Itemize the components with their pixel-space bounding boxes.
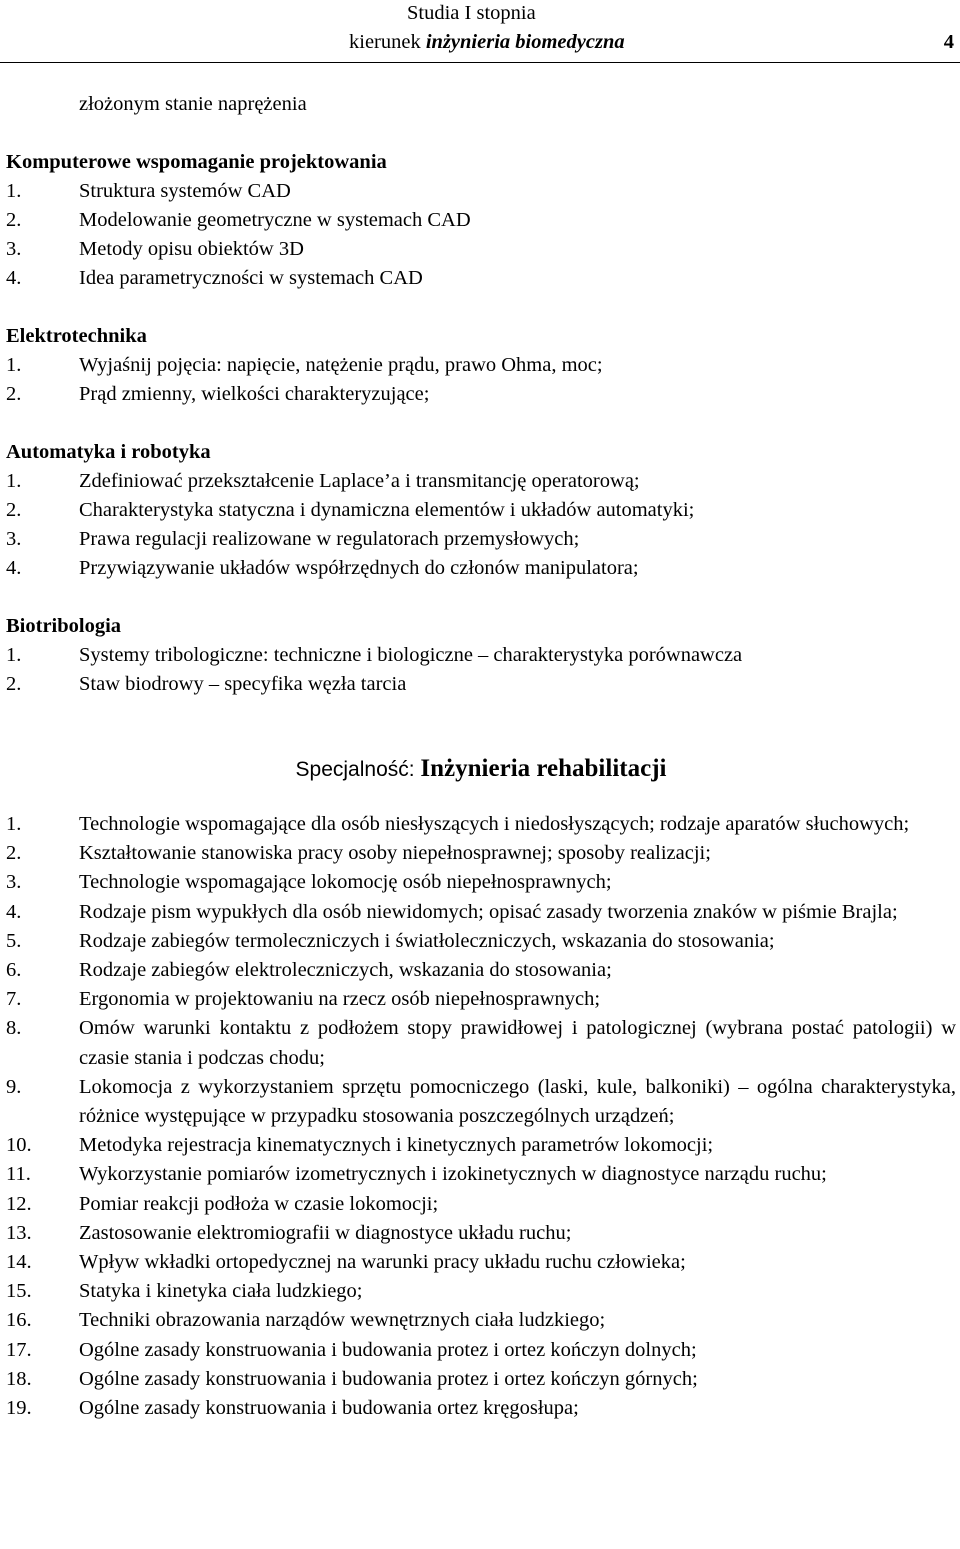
spacer xyxy=(6,409,956,438)
specialization-label: Specjalność: xyxy=(295,758,421,781)
spacer xyxy=(6,583,956,612)
list-item xyxy=(6,1160,956,1189)
item-number: 4. xyxy=(6,900,22,923)
item-number: 1. xyxy=(6,180,22,202)
list-item xyxy=(6,525,956,554)
item-number: 12. xyxy=(6,1192,32,1215)
item-number: 1. xyxy=(6,644,22,666)
header-field xyxy=(349,29,625,55)
item-text: Wpływ wkładki ortopedycznej na warunki pracy układu ruchu człowieka; xyxy=(79,1251,686,1274)
item-number: 5. xyxy=(6,929,22,952)
item-number: 16. xyxy=(6,1309,32,1332)
item-text: Ogólne zasady konstruowania i budowania ortez kręgosłupa; xyxy=(79,1397,579,1420)
list-item xyxy=(6,1219,956,1248)
list-item xyxy=(6,927,956,956)
list-item xyxy=(6,839,956,868)
item-text: Charakterystyka statyczna i dynamiczna elementów i układów automatyki; xyxy=(79,499,695,521)
item-text: Rodzaje zabiegów elektroleczniczych, wskazania do stosowania; xyxy=(79,959,612,982)
section-title-automation: Automatyka i robotyka xyxy=(6,441,211,463)
item-text: Rodzaje zabiegów termoleczniczych i światłoleczniczych, wskazania do stosowania; xyxy=(79,929,775,952)
item-text: Zastosowanie elektromiografii w diagnostyce układu ruchu; xyxy=(79,1221,572,1244)
header-field-name: inżynieria biomedyczna xyxy=(425,31,625,53)
item-number: 1. xyxy=(6,470,22,492)
section-title-biotribology: Biotribologia xyxy=(6,615,122,637)
header-field-prefix: kierunek xyxy=(349,31,426,53)
item-text: Wykorzystanie pomiarów izometrycznych i izokinetycznych w diagnostyce narządu ruchu; xyxy=(79,1163,827,1186)
item-text: Zdefiniować przekształcenie Laplace’a i transmitancję operatorową; xyxy=(79,470,640,492)
item-number: 18. xyxy=(6,1367,32,1390)
list-item xyxy=(6,467,956,496)
header-rule xyxy=(0,62,960,63)
list-item xyxy=(6,380,956,409)
item-text: Struktura systemów CAD xyxy=(79,180,291,202)
item-number: 1. xyxy=(6,813,22,835)
item-number: 10. xyxy=(6,1134,32,1157)
item-number: 2. xyxy=(6,209,22,231)
item-number: 3. xyxy=(6,238,22,260)
item-number: 2. xyxy=(6,673,22,695)
list-item xyxy=(6,956,956,985)
item-text: Modelowanie geometryczne w systemach CAD xyxy=(79,209,471,231)
item-number: 4. xyxy=(6,557,22,579)
item-number: 1. xyxy=(6,354,22,376)
item-text: Ergonomia w projektowaniu na rzecz osób niepełnosprawnych; xyxy=(79,988,601,1011)
item-text: Techniki obrazowania narządów wewnętrznych ciała ludzkiego; xyxy=(79,1309,606,1332)
list-item xyxy=(6,1277,956,1306)
item-number: 17. xyxy=(6,1338,32,1361)
item-text: Wyjaśnij pojęcia: napięcie, natężenie prądu, prawo Ohma, moc; xyxy=(79,354,603,376)
item-number: 11. xyxy=(6,1163,31,1186)
page-number: 4 xyxy=(943,31,954,53)
item-text: Metodyka rejestracja kinematycznych i kinetycznych parametrów lokomocji; xyxy=(79,1134,714,1157)
list-item xyxy=(6,1248,956,1277)
item-number: 8. xyxy=(6,1017,22,1040)
list-item xyxy=(6,810,956,839)
section-title-electrotechnics: Elektrotechnika xyxy=(6,325,147,347)
item-text: Omów warunki kontaktu z podłożem stopy prawidłowej i patologicznej (wybrana postać patologii) w czasie stania i podczas chodu; xyxy=(79,1017,956,1069)
item-text: Ogólne zasady konstruowania i budowania protez i ortez kończyn dolnych; xyxy=(79,1338,697,1361)
item-text: Prawa regulacji realizowane w regulatorach przemysłowych; xyxy=(79,528,580,550)
item-text: Technologie wspomagające lokomocję osób niepełnosprawnych; xyxy=(79,871,612,894)
item-text: Przywiązywanie układów współrzędnych do członów manipulatora; xyxy=(79,557,639,579)
spacer xyxy=(6,790,956,810)
item-number: 15. xyxy=(6,1280,32,1303)
item-number: 2. xyxy=(6,499,22,521)
list-item xyxy=(6,1306,956,1335)
list-item xyxy=(6,235,956,264)
item-number: 7. xyxy=(6,988,22,1011)
item-number: 9. xyxy=(6,1075,22,1098)
item-number: 13. xyxy=(6,1221,32,1244)
item-text: Pomiar reakcji podłoża w czasie lokomocji; xyxy=(79,1192,439,1215)
specialization-list xyxy=(6,810,956,1423)
list-item xyxy=(6,264,956,293)
list-item xyxy=(6,1131,956,1160)
list-item xyxy=(6,351,956,380)
item-number: 2. xyxy=(6,842,22,865)
list-item xyxy=(6,985,956,1014)
item-text: Lokomocja z wykorzystaniem sprzętu pomocniczego (laski, kule, balkoniki) – ogólna charakterystyka, różnice występujące w przypadku stosowania poszczególnych urządzeń; xyxy=(79,1075,956,1128)
list-item xyxy=(6,641,956,670)
item-text: Systemy tribologiczne: techniczne i biologiczne – charakterystyka porównawcza xyxy=(79,644,743,666)
section-title-cad: Komputerowe wspomaganie projektowania xyxy=(6,151,387,173)
list-item xyxy=(6,868,956,897)
list-item xyxy=(6,1365,956,1394)
list-item xyxy=(6,1073,956,1131)
item-number: 4. xyxy=(6,267,22,289)
list-item xyxy=(6,496,956,525)
specialization-name: Inżynieria rehabilitacji xyxy=(420,755,667,782)
spacer xyxy=(6,699,956,749)
page-header xyxy=(0,0,960,64)
item-text: Rodzaje pism wypukłych dla osób niewidomych; opisać zasady tworzenia znaków w piśmie Brajla; xyxy=(79,900,898,923)
item-text: Kształtowanie stanowiska pracy osoby niepełnosprawnej; sposoby realizacji; xyxy=(79,842,711,865)
list-item xyxy=(6,1190,956,1219)
item-number: 2. xyxy=(6,383,22,405)
spacer xyxy=(6,119,956,148)
list-item xyxy=(6,1336,956,1365)
item-text: Ogólne zasady konstruowania i budowania protez i ortez kończyn górnych; xyxy=(79,1367,698,1390)
intro-continuation: złożonym stanie naprężenia xyxy=(79,93,307,115)
list-item xyxy=(6,554,956,583)
list-item xyxy=(6,177,956,206)
specialization-heading xyxy=(6,749,956,790)
list-item xyxy=(6,206,956,235)
item-text: Metody opisu obiektów 3D xyxy=(79,238,304,260)
item-text: Staw biodrowy – specyfika węzła tarcia xyxy=(79,673,407,695)
item-text: Prąd zmienny, wielkości charakteryzujące; xyxy=(79,383,430,405)
item-number: 19. xyxy=(6,1397,32,1420)
item-number: 3. xyxy=(6,871,22,894)
item-text: Statyka i kinetyka ciała ludzkiego; xyxy=(79,1280,363,1303)
list-item xyxy=(6,1394,956,1423)
header-study-level: Studia I stopnia xyxy=(407,2,536,24)
item-number: 6. xyxy=(6,959,22,982)
spacer xyxy=(6,293,956,322)
list-item xyxy=(6,1014,956,1072)
document-body xyxy=(6,90,956,1423)
item-text: Technologie wspomagające dla osób niesłyszących i niedosłyszących; rodzaje aparatów słuchowych; xyxy=(79,813,910,835)
list-item xyxy=(6,898,956,927)
item-text: Idea parametryczności w systemach CAD xyxy=(79,267,423,289)
item-number: 14. xyxy=(6,1251,32,1274)
item-number: 3. xyxy=(6,528,22,550)
list-item xyxy=(6,670,956,699)
